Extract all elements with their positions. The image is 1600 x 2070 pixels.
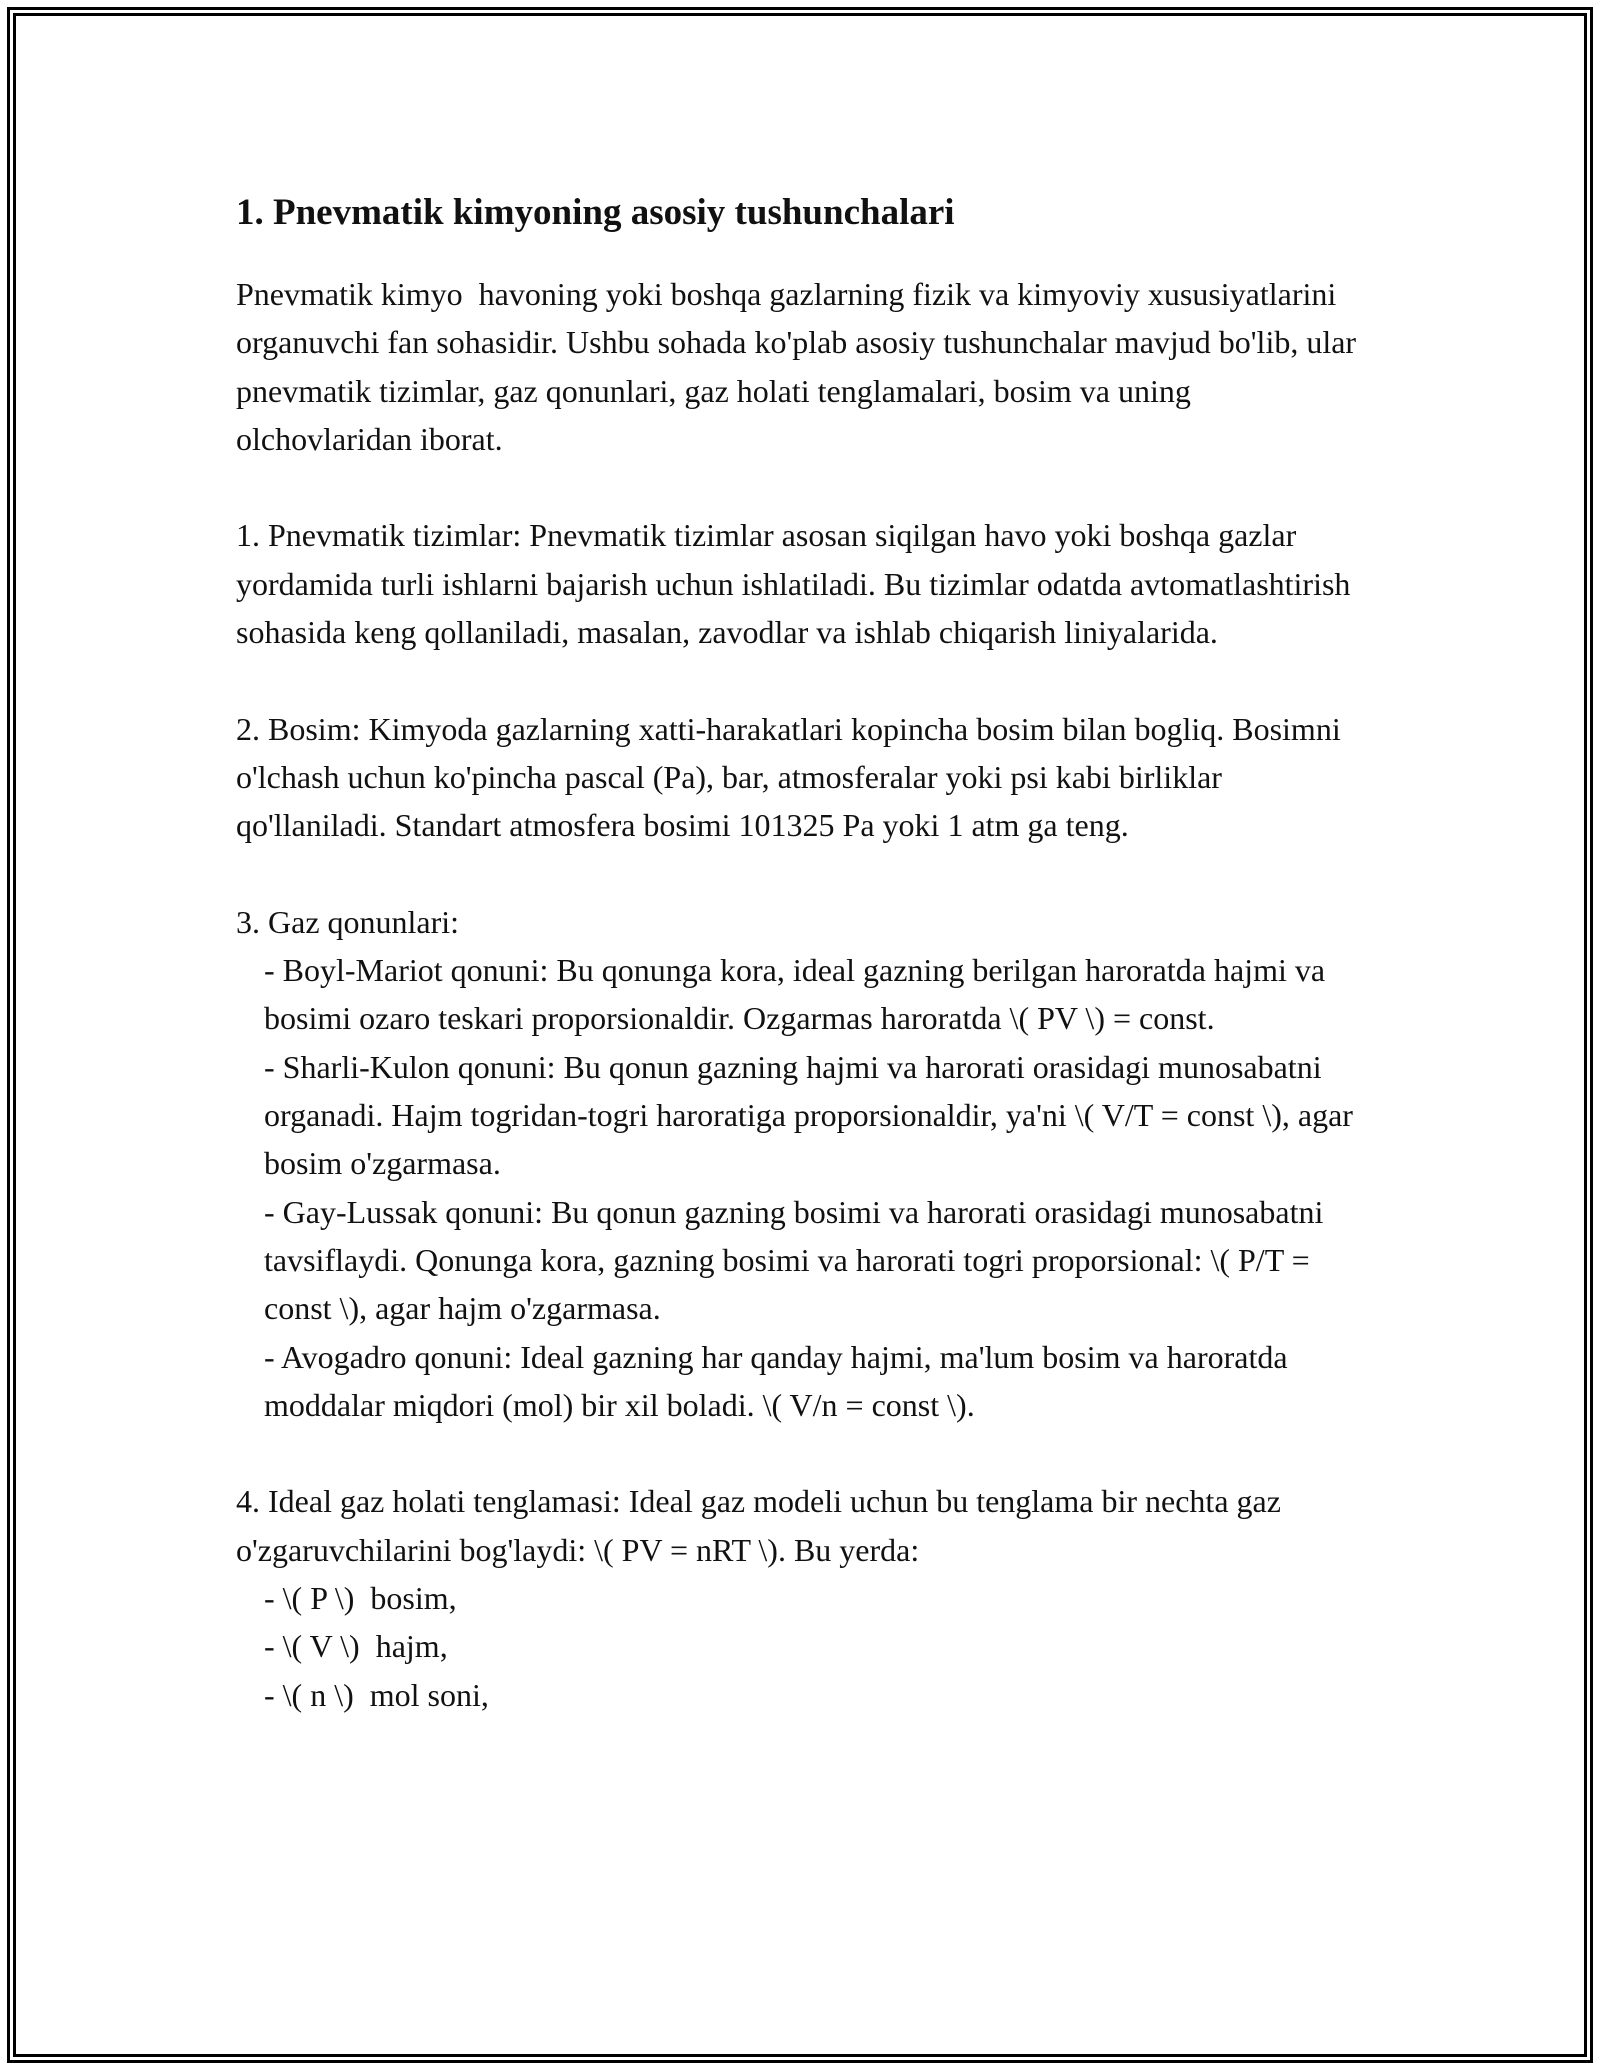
- section-ideal-gas-heading: 4. Ideal gaz holati tenglamasi: Ideal gaz modeli uchun bu tenglama bir nechta gaz o'zgaruvchilarini bog'laydi: \( PV = nRT \). Bu yerda:: [236, 1483, 1289, 1568]
- paragraph-gap: [236, 463, 1366, 511]
- variable-volume: - \( V \) hajm,: [264, 1628, 448, 1665]
- gas-law-avogadro: - Avogadro qonuni: Ideal gazning har qanday hajmi, ma'lum bosim va haroratda moddalar miqdori (mol) bir xil boladi. \( V/n = const \).: [264, 1338, 1296, 1423]
- gas-law-gay-lussac: - Gay-Lussak qonuni: Bu qonun gazning bosimi va harorati orasidagi munosabatni tavsiflaydi. Qonunga kora, gazning bosimi va harorati togri proporsional: \( P/T = const \), agar hajm o'zgarmasa.: [264, 1193, 1332, 1327]
- section-gas-laws-heading: 3. Gaz qonunlari:: [236, 903, 460, 940]
- gas-law-charles: - Sharli-Kulon qonuni: Bu qonun gazning hajmi va harorati orasidagi munosabatni organadi. Hajm togridan-togri haroratiga proporsionaldir, ya'ni \( V/T = const \), agar bosim o'zgarmasa.: [264, 1048, 1361, 1182]
- variable-moles: - \( n \) mol soni,: [264, 1676, 489, 1713]
- document-body: [236, 186, 1366, 1719]
- intro-paragraph: Pnevmatik kimyo havoning yoki boshqa gazlarning fizik va kimyoviy xususiyatlarini organuvchi fan sohasidir. Ushbu sohada ko'plab asosiy tushunchalar mavjud bo'lib, ular pnevmatik tizimlar, gaz qonunlari, gaz holati tenglamalari, bosim va uning olchovlaridan iborat.: [236, 276, 1365, 457]
- paragraph-gap: [236, 1429, 1366, 1477]
- variable-pressure: - \( P \) bosim,: [264, 1580, 457, 1617]
- paragraph-gap: [236, 850, 1366, 898]
- document-title: 1. Pnevmatik kimyoning asosiy tushunchalari: [236, 192, 955, 233]
- section-pneumatic-systems: 1. Pnevmatik tizimlar: Pnevmatik tizimlar asosan siqilgan havo yoki boshqa gazlar yordamida turli ishlarni bajarish uchun ishlatiladi. Bu tizimlar odatda avtomatlashtirish sohasida keng qollaniladi, masalan, zavodlar va ishlab chiqarish liniyalarida.: [236, 517, 1359, 651]
- gas-law-boyle-mariotte: - Boyl-Mariot qonuni: Bu qonunga kora, ideal gazning berilgan haroratda hajmi va bosimi ozaro teskari proporsionaldir. Ozgarmas haroratda \( PV \) = const.: [264, 952, 1334, 1037]
- section-pressure: 2. Bosim: Kimyoda gazlarning xatti-harakatlari kopincha bosim bilan bogliq. Bosimni o'lchash uchun ko'pincha pascal (Pa), bar, atmosferalar yoki psi kabi birliklar qo'llaniladi. Standart atmosfera bosimi 101325 Pa yoki 1 atm ga teng.: [236, 710, 1349, 844]
- paragraph-gap: [236, 656, 1366, 704]
